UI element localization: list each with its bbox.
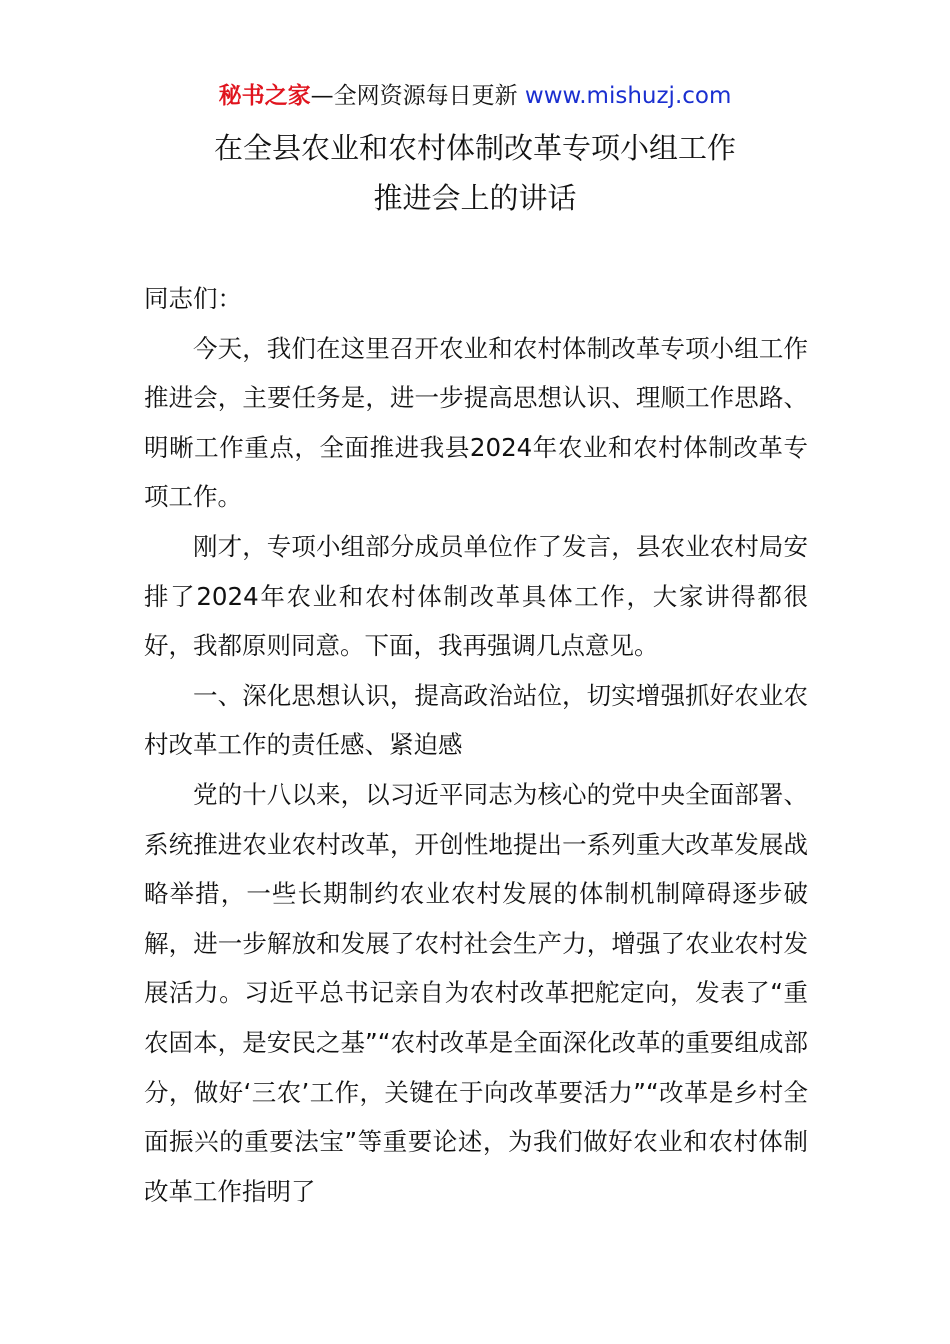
document-title-line-1: 在全县农业和农村体制改革专项小组工作 [213, 131, 736, 165]
site-url-link[interactable]: www.mishuzj.com [524, 83, 732, 109]
header-tagline: —全网资源每日更新 [310, 83, 525, 109]
salutation: 同志们： [144, 284, 242, 313]
body-paragraph: 党的十八以来，以习近平同志为核心的党中央全面部署、系统推进农业农村改革，开创性地提出一系列重大改革发展战略举措，一些长期制约农业农村发展的体制机制障碍逐步破解，进一步解放和发展了农村社会生产力，增强了农业农村发展活力。习近平总书记亲自为农村改革把舵定向，发表了“重农固本，是安民之基”“农村改革是全面深化改革的重要组成部分，做好‘三农’工作，关键在于向改革要活力”“改革是乡村全面振兴的重要法宝”等重要论述，为我们做好农业和农村体制改革工作指明了 [144, 779, 808, 1206]
body-paragraph: 今天，我们在这里召开农业和农村体制改革专项小组工作推进会，主要任务是，进一步提高思想认识、理顺工作思路、明晰工作重点，全面推进我县2024年农业和农村体制改革专项工作。 [144, 333, 808, 512]
brand-name: 秘书之家 [218, 83, 311, 109]
site-header [0, 80, 950, 112]
body-paragraph: 刚才，专项小组部分成员单位作了发言，县农业农村局安排了2024年农业和农村体制改革具体工作，大家讲得都很好，我都原则同意。下面，我再强调几点意见。 [144, 531, 808, 661]
document-title-line-2: 推进会上的讲话 [373, 181, 577, 215]
document-body [144, 274, 808, 1216]
section-heading: 一、深化思想认识，提高政治站位，切实增强抓好农业农村改革工作的责任感、紧迫感 [144, 680, 808, 760]
